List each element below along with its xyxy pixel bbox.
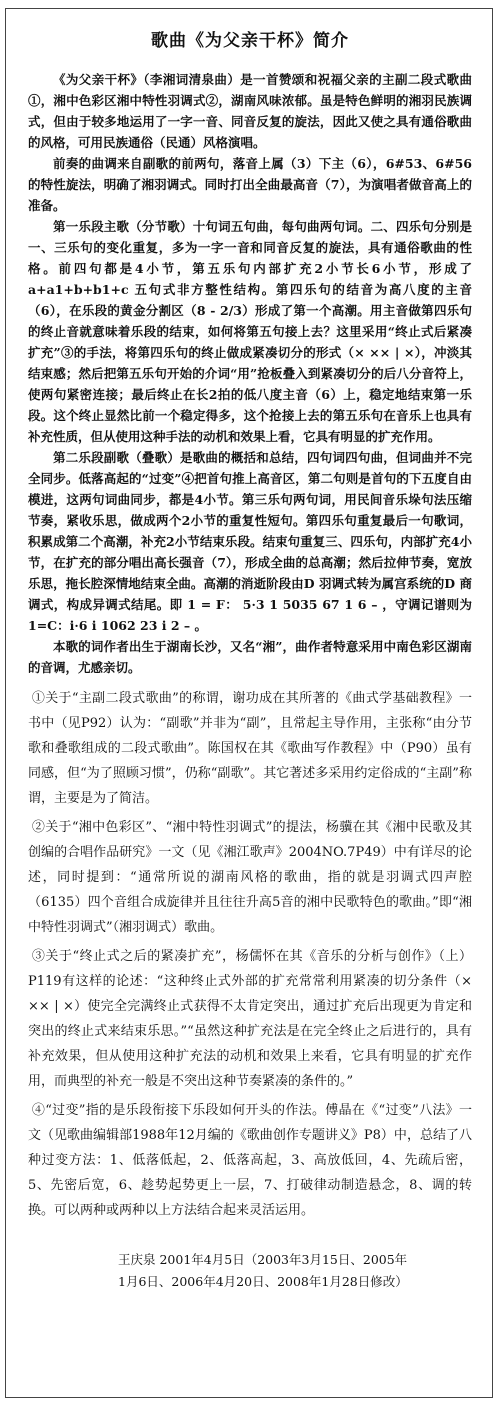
- footnote-1: ①关于“主副二段式歌曲”的称谓，谢功成在其所著的《曲式学基础教程》一书中（见P92）认为：“副歌”并非为“副”，且常起主导作用，主张称“由分节歌和叠歌组成的二段式歌曲”。陈国权在其《歌曲写作教程》中（P90）虽有同感，但“为了照顾习惯”，仍称“副歌”。其它著述多采用约定俗成的“主副”称谓，主要是为了简洁。: [28, 691, 472, 806]
- paragraph-section-two: 第二乐段副歌（叠歌）是歌曲的概括和总结，四句词四句曲，但词曲并不完全同步。低落高起的“过变”④把首句推上高音区，第二句则是首句的下五度自由模进，这两句词曲同步，都是4小节。第三乐句两句词，用民间音乐垛句法压缩节奏，紧收乐思，做成两个2小节的重复性短句。第四乐句重复最后一句歌词，积累成第二个高潮，补充2小节结束乐段。结束句重复三、四乐句，内部扩充4小节，在扩充的部分唱出高长强音（7），形成全曲的总高潮；然后拉伸节奏，宽放乐思，拖长腔深情地结束全曲。高潮的消逝阶段由D 羽调式转为属宫系统的D 商调式，构成异调式结尾。即 1 = F： 5·3 1 5035 67 1 6 – ，守调记谱则为1=C：i·6 i 1062 23 i 2 – 。: [28, 450, 472, 633]
- signature: [28, 1249, 472, 1293]
- footnote-3: ③关于“终止式之后的紧凑扩充”，杨儒怀在其《音乐的分析与创作》（上）P119有这样的论述：“这种终止式外部的扩充常常利用紧凑的切分条件（× ×× | ×）使完全完满终止式获得不太肯定突出，通过扩充后出现更为肯定和突出的终止式来结束乐思。”“虽然这种扩充法是在完全终止之后进行的，具有补充效果，但从使用这种扩充法的动机和效果上来看，它具有明显的扩充作用，而典型的补充一般是不突出这种节奏紧凑的条件的。”: [28, 949, 472, 1089]
- paragraph-intro: 《为父亲干杯》（李湘词清泉曲）是一首赞颂和祝福父亲的主副二段式歌曲①，湘中色彩区湘中特性羽调式②，湖南风味浓郁。虽是特色鲜明的湘羽民族调式，但由于较多地运用了一字一音、同音反复的旋法，因此又使之具有通俗歌曲的风格，可用民族通俗（民通）风格演唱。: [28, 72, 472, 150]
- paragraph-authors: 本歌的词作者出生于湖南长沙，又名“湘”，曲作者特意采用中南色彩区湖南的音调，尤感亲切。: [28, 639, 472, 675]
- paragraph-prelude: 前奏的曲调来自副歌的前两句，落音上属（3）下主（6），6#53、6#56的特性旋法，明确了湘羽调式。同时打出全曲最高音（7），为演唱者做音高上的准备。: [28, 156, 472, 213]
- paragraph-section-one: 第一乐段主歌（分节歌）十句词五句曲，每句曲两句词。二、四乐句分别是一、三乐句的变化重复，多为一字一音和同音反复的旋法，具有通俗歌曲的性格。前四句都是4小节，第五乐句内部扩充2小节长6小节，形成了a+a1+b+b1+c 五句式非方整性结构。第四乐句的结音为高八度的主音（6），在乐段的黄金分割区（8 - 2/3）形成了第一个高潮。用主音做第四乐句的终止音就意味着乐段的结束，如何将第五句接上去？这里采用“终止式后紧凑扩充”③的手法，将第四乐句的终止做成紧凑切分的形式（× ×× | ×），冲淡其结束感；然后把第五乐句开始的介词“用”抢板叠入到紧凑切分的后八分音符上，使两句紧密连接；最后终止在长2拍的低八度主音（6）上，稳定地结束第一乐段。这个终止显然比前一个稳定得多，这个抢接上去的第五乐句在音乐上也具有补充性质，但从使用这种手法的动机和效果上看，它具有明显的扩充作用。: [28, 219, 472, 444]
- page-title: 歌曲《为父亲干杯》简介: [151, 31, 349, 51]
- signature-line-1: 王庆泉 2001年4月5日（2003年3月15日、2005年: [118, 1252, 408, 1267]
- article: [28, 26, 472, 1293]
- spacer: [28, 678, 472, 682]
- footnote-4: ④“过变”指的是乐段衔接下乐段如何开头的作法。傅晶在《“过变”八法》一文（见歌曲编辑部1988年12月编的《歌曲创作专题讲义》P8）中，总结了八种过变方法：1、低落低起，2、低落高起，3、高放低回，4、先疏后密，5、先密后宽，6、趁势起势更上一层，7、打破律动制造悬念，8、调的转换。可以两种或两种以上方法结合起来灵活运用。: [28, 1103, 472, 1218]
- footnote-2: ②关于“湘中色彩区”、“湘中特性羽调式”的提法，杨骥在其《湘中民歌及其创编的合唱作品研究》一文（见《湘江歌声》2004NO.7P49）中有详尽的论述，同时提到：“通常所说的湖南风格的歌曲，指的就是羽调式四声腔（6135）四个音组合成旋律并且往往升高5音的湘中民歌特色的歌曲。”即“湘中特性羽调式”（湘羽调式）歌曲。: [28, 820, 472, 935]
- signature-line-2: 1月6日、2006年4月20日、2008年1月28日修改）: [118, 1274, 408, 1289]
